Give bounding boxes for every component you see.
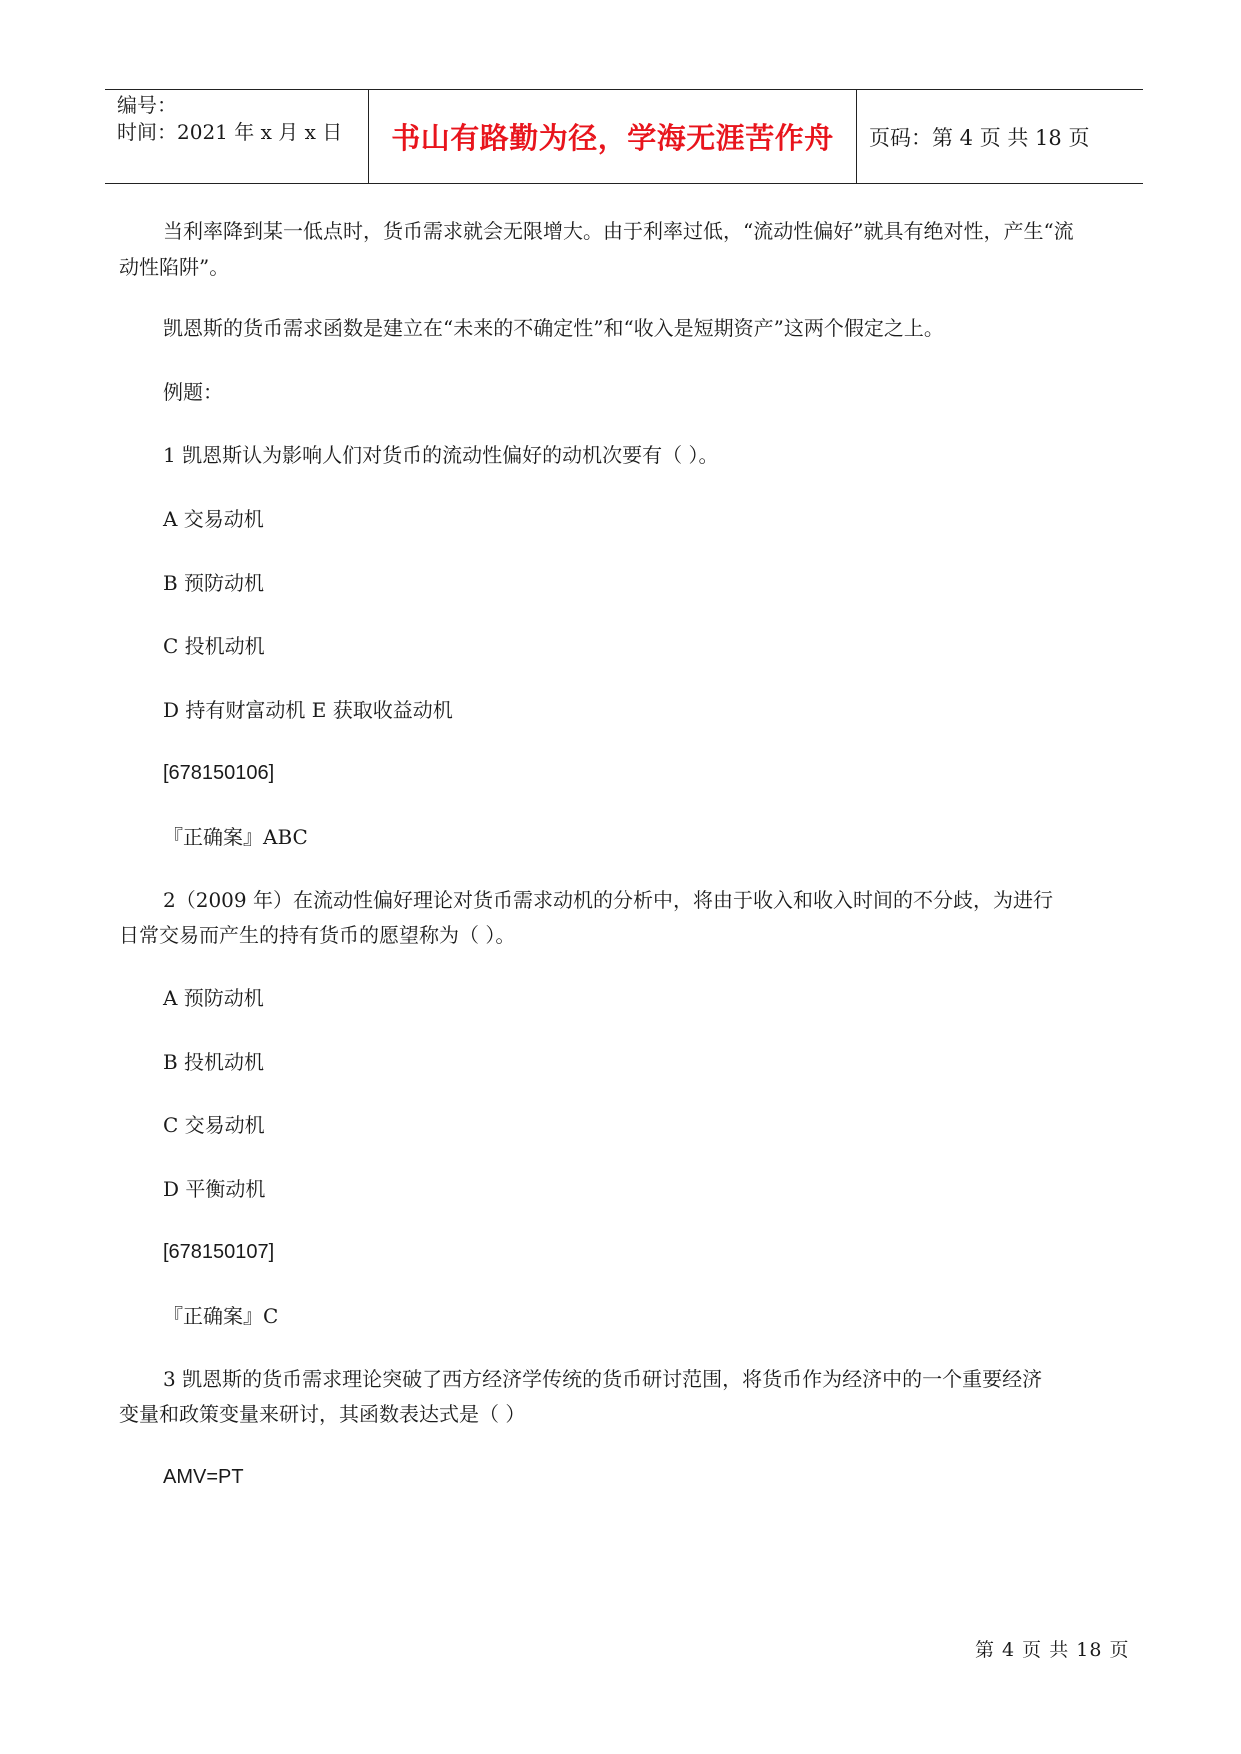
question-2-line2: 日常交易而产生的持有货币的愿望称为（ ）。 (119, 923, 516, 947)
question-1-option-c: C 投机动机 (163, 634, 265, 658)
document-number-label: 编号： (117, 93, 177, 117)
question-2-line1: 2（2009 年）在流动性偏好理论对货币需求动机的分析中，将由于收入和收入时间的不分歧，为进行 (163, 888, 1053, 912)
paragraph-liquidity-trap-line1: 当利率降到某一低点时，货币需求就会无限增大。由于利率过低，“流动性偏好”就具有绝对性，产生“流 (163, 219, 1074, 243)
header-page-cell (857, 90, 1143, 183)
header-page-code: 页码：第 4 页 共 18 页 (869, 125, 1090, 150)
question-1-option-de: D 持有财富动机 E 获取收益动机 (163, 698, 453, 722)
question-1: 1 凯恩斯认为影响人们对货币的流动性偏好的动机次要有（ ）。 (163, 443, 719, 467)
question-1-option-a: A 交易动机 (163, 507, 264, 531)
paragraph-keynes-assumptions: 凯恩斯的货币需求函数是建立在“未来的不确定性”和“收入是短期资产”这两个假定之上。 (163, 316, 944, 340)
question-3-line1: 3 凯恩斯的货币需求理论突破了西方经济学传统的货币研讨范围，将货币作为经济中的一个重要经济 (163, 1367, 1043, 1391)
question-3-option-a: AMV=PT (163, 1466, 244, 1488)
question-2-option-c: C 交易动机 (163, 1113, 265, 1137)
question-2-option-d: D 平衡动机 (163, 1177, 266, 1201)
paragraph-liquidity-trap-line2: 动性陷阱”。 (119, 255, 230, 279)
examples-heading: 例题： (163, 380, 223, 404)
header-meta-cell (105, 90, 369, 183)
question-2-answer: 『正确案』C (163, 1304, 279, 1328)
header-motto-cell (369, 90, 857, 183)
question-2-id: [678150107] (163, 1241, 275, 1263)
question-1-answer: 『正确案』ABC (163, 825, 308, 849)
question-2-option-b: B 投机动机 (163, 1050, 265, 1074)
document-time-label: 时间：2021 年 x 月 x 日 (117, 120, 343, 144)
question-1-id: [678150106] (163, 762, 275, 784)
question-2-option-a: A 预防动机 (163, 986, 264, 1010)
header-motto: 书山有路勤为径，学海无涯苦作舟 (391, 121, 834, 155)
question-1-option-b: B 预防动机 (163, 571, 265, 595)
page-footer: 第 4 页 共 18 页 (975, 1639, 1130, 1661)
document-header (105, 89, 1143, 184)
question-3-line2: 变量和政策变量来研讨，其函数表达式是（ ） (119, 1402, 526, 1426)
